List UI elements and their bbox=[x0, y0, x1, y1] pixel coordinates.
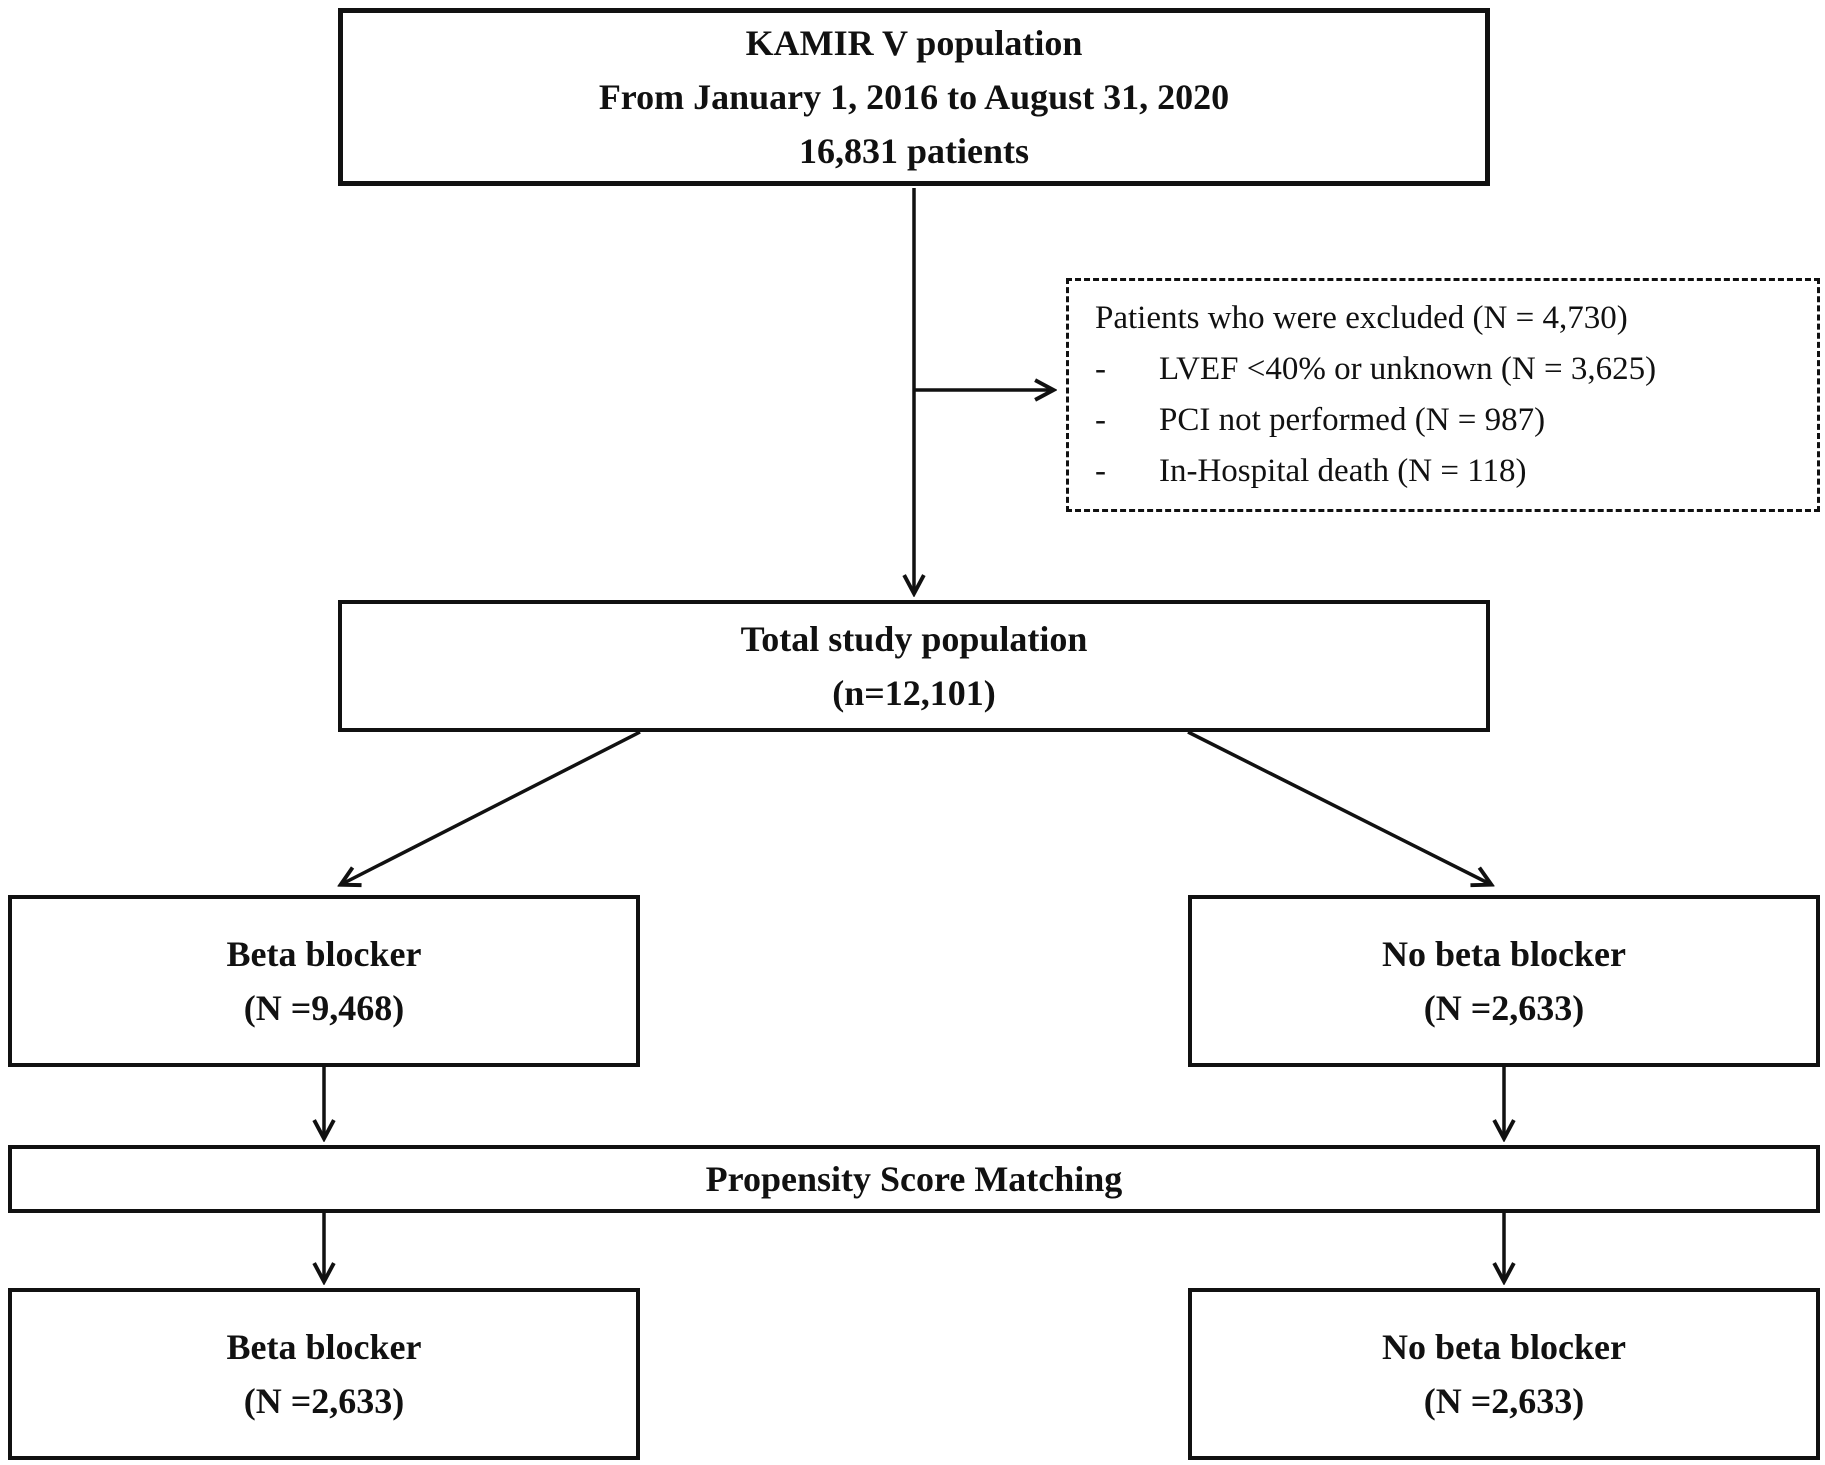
no-beta-blocker-pre-line-2: (N =2,633) bbox=[1423, 988, 1585, 1028]
beta-blocker-post-line-1: Beta blocker bbox=[226, 1327, 422, 1367]
total-population-line-2: (n=12,101) bbox=[832, 673, 996, 713]
beta-blocker-pre-line-1: Beta blocker bbox=[226, 934, 422, 974]
arrow-total-to-no-beta bbox=[1188, 732, 1490, 884]
kamir-population-line-2: From January 1, 2016 to August 31, 2020 bbox=[598, 77, 1230, 117]
kamir-population-line-3: 16,831 patients bbox=[798, 131, 1029, 171]
box-no-beta-blocker-pre-match bbox=[1188, 895, 1820, 1067]
box-excluded-patients bbox=[1066, 278, 1820, 512]
excluded-item-3-bullet: - bbox=[1095, 453, 1106, 490]
kamir-population-line-1: KAMIR V population bbox=[745, 23, 1083, 63]
excluded-item-2-bullet: - bbox=[1095, 402, 1106, 438]
box-propensity-score-matching bbox=[8, 1145, 1820, 1213]
excluded-item-1-bullet: - bbox=[1095, 350, 1106, 387]
beta-blocker-pre-line-2: (N =9,468) bbox=[243, 988, 405, 1028]
no-beta-blocker-post-line-1: No beta blocker bbox=[1382, 1327, 1626, 1367]
total-population-line-1: Total study population bbox=[740, 619, 1088, 659]
propensity-score-matching-label: Propensity Score Matching bbox=[705, 1159, 1123, 1199]
box-beta-blocker-post-match bbox=[8, 1288, 640, 1460]
excluded-item-1 bbox=[1095, 344, 1656, 395]
box-total-study-population bbox=[338, 600, 1490, 732]
excluded-item-3-text: In-Hospital death (N = 118) bbox=[1159, 453, 1527, 490]
excluded-item-3 bbox=[1095, 446, 1526, 497]
excluded-item-2-text: PCI not performed (N = 987) bbox=[1159, 402, 1546, 438]
arrow-total-to-beta bbox=[342, 732, 640, 884]
excluded-item-1-text: LVEF <40% or unknown (N = 3,625) bbox=[1159, 350, 1657, 387]
beta-blocker-post-line-2: (N =2,633) bbox=[243, 1381, 405, 1421]
excluded-title: Patients who were excluded (N = 4,730) bbox=[1095, 299, 1628, 336]
no-beta-blocker-pre-line-1: No beta blocker bbox=[1382, 934, 1626, 974]
excluded-item-2 bbox=[1095, 395, 1545, 446]
box-kamir-population bbox=[338, 8, 1490, 186]
no-beta-blocker-post-line-2: (N =2,633) bbox=[1423, 1381, 1585, 1421]
box-no-beta-blocker-post-match bbox=[1188, 1288, 1820, 1460]
box-beta-blocker-pre-match bbox=[8, 895, 640, 1067]
